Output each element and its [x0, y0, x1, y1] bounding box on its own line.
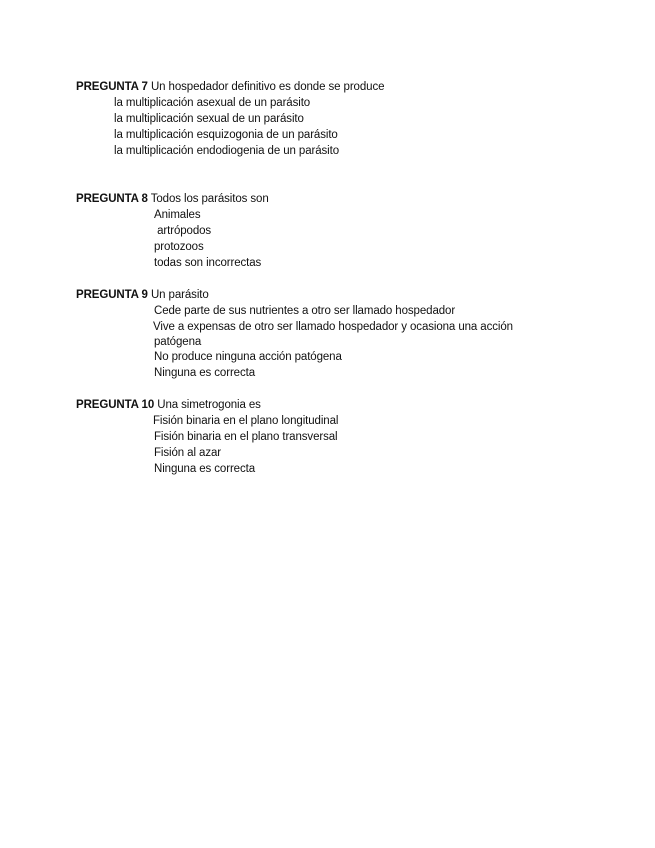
question-8-option-3: protozoos — [154, 241, 204, 253]
question-10-label: PREGUNTA 10 — [76, 399, 155, 411]
question-9-option-2: Vive a expensas de otro ser llamado hospedador y ocasiona una acción — [153, 321, 513, 333]
question-8-option-2: artrópodos — [154, 225, 212, 237]
question-7-label: PREGUNTA 7 — [76, 81, 148, 93]
question-8-label: PREGUNTA 8 — [76, 193, 148, 205]
question-9-label: PREGUNTA 9 — [76, 289, 148, 301]
question-8-text: Todos los parásitos son — [150, 193, 269, 205]
question-9-option-3: No produce ninguna acción patógena — [154, 351, 342, 363]
question-8-option-1: Animales — [154, 209, 201, 221]
question-8-option-4: todas son incorrectas — [154, 257, 262, 269]
question-7-option-3: la multiplicación esquizogonia de un parásito — [114, 129, 338, 141]
question-10-option-2: Fisión binaria en el plano transversal — [154, 431, 338, 443]
question-7-option-1: la multiplicación asexual de un parásito — [114, 97, 311, 109]
question-7-option-2: la multiplicación sexual de un parásito — [114, 113, 304, 125]
question-10-option-1: Fisión binaria en el plano longitudinal — [153, 415, 339, 427]
question-7-text: Un hospedador definitivo es donde se produce — [150, 81, 385, 93]
question-8-heading — [76, 192, 269, 206]
question-10-text: Una simetrogonia es — [157, 399, 261, 411]
question-9-option-2-continued: patógena — [154, 336, 202, 348]
question-10-option-3: Fisión al azar — [154, 447, 221, 459]
question-10-option-4: Ninguna es correcta — [154, 463, 256, 475]
question-10-heading — [76, 398, 261, 412]
question-9-option-1: Cede parte de sus nutrientes a otro ser llamado hospedador — [154, 305, 456, 317]
question-9-text: Un parásito — [150, 289, 209, 301]
question-9-option-4: Ninguna es correcta — [154, 367, 256, 379]
question-9-heading — [76, 288, 209, 302]
question-7-heading — [76, 80, 384, 94]
question-7-option-4: la multiplicación endodiogenia de un parásito — [114, 145, 340, 157]
